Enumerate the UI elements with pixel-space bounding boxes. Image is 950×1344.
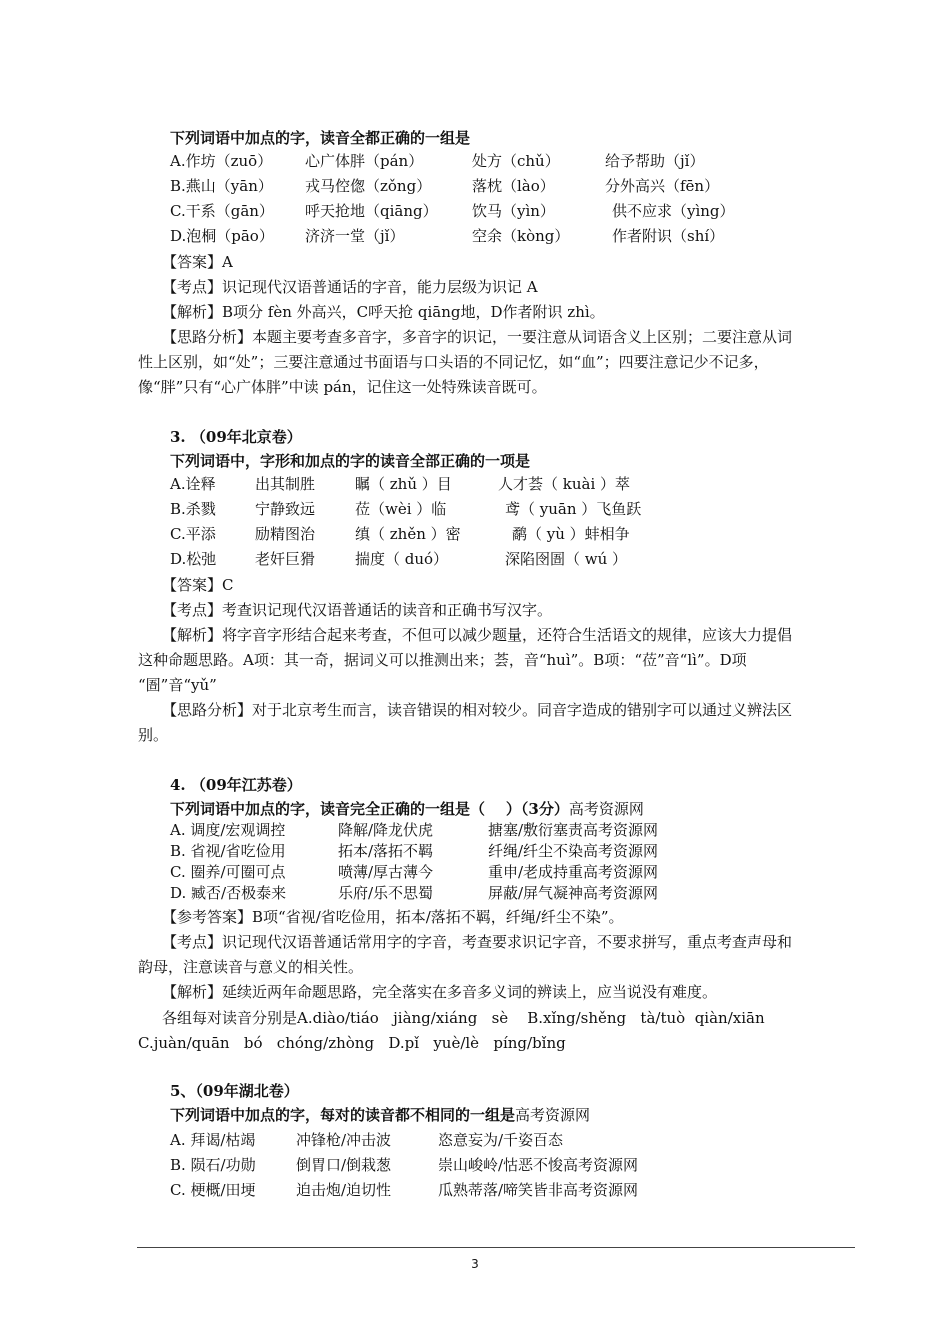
q3-c-2: 励精图治 (255, 525, 316, 543)
q3-c-1: C.平添 (170, 525, 216, 543)
q3-thinking-1: 【思路分析】对于北京考生而言，读音错误的相对较少。同音字造成的错别字可以通过义辨法区 (162, 701, 793, 719)
q4-b-2: 拓本/落拓不羁 (338, 842, 434, 860)
q2-a-2: 心广体胖（pán） (305, 152, 424, 170)
q2-b-1: B.燕山（yān） (170, 177, 273, 195)
q4-d-2: 乐府/乐不思蜀 (338, 884, 434, 902)
q4-a-1: A. 调度/宏观调控 (170, 821, 286, 839)
q3-analysis-1: 【解析】将字音字形结合起来考查，不但可以减少题量，还符合生活语文的规律，应该大力提倡 (162, 626, 793, 644)
q2-d-3: 空余（kòng） (472, 227, 570, 245)
q5-b-2: 倒胃口/倒栽葱 (296, 1156, 392, 1174)
footer-divider (137, 1247, 855, 1248)
q3-thinking-2: 别。 (138, 726, 169, 744)
q4-stem-line (170, 799, 644, 819)
q2-stem: 下列词语中加点的字，读音全都正确的一组是 (170, 129, 471, 147)
q4-stem: 下列词语中加点的字，读音完全正确的一组是（ ）（3分） (170, 800, 569, 818)
q3-answer: 【答案】C (162, 576, 234, 594)
q5-heading: 5、（09年湖北卷） (170, 1082, 299, 1100)
q3-a-2: 出其制胜 (255, 475, 316, 493)
q4-stem-tail: 高考资源网 (568, 800, 644, 818)
q3-d-4: 深陷囹圄（ wú ） (505, 550, 628, 568)
q3-c-4: 鹬（ yù ）蚌相争 (512, 525, 630, 543)
q5-a-3: 恣意妄为/千姿百态 (438, 1131, 564, 1149)
q2-b-4: 分外高兴（fēn） (605, 177, 720, 195)
page-number: 3 (471, 1257, 479, 1271)
q5-c-2: 迫击炮/迫切性 (296, 1181, 392, 1199)
q5-c-1: C. 梗概/田埂 (170, 1181, 256, 1199)
q4-b-1: B. 省视/省吃俭用 (170, 842, 286, 860)
q4-c-1: C. 圈养/可圈可点 (170, 863, 286, 881)
q4-answer: 【参考答案】B项“省视/省吃俭用，拓本/落拓不羁，纤绳/纤尘不染”。 (162, 908, 624, 926)
q2-thinking-2: 性上区别，如“处”；三要注意通过书面语与口头语的不同记忆，如“血”；四要注意记少不记多， (138, 353, 769, 371)
q3-stem: 下列词语中，字形和加点的字的读音全部正确的一项是 (170, 452, 531, 470)
q4-a-3: 搪塞/敷衍塞责高考资源网 (488, 821, 659, 839)
q5-a-2: 冲锋枪/冲击波 (296, 1131, 392, 1149)
q2-d-2: 济济一堂（jǐ） (305, 227, 405, 245)
q2-a-1: A.作坊（zuō） (170, 152, 273, 170)
q3-d-2: 老奸巨猾 (255, 550, 316, 568)
q2-analysis: 【解析】B项分 fèn 外高兴，C呼天抢 qiāng地，D作者附识 zhì。 (162, 303, 605, 321)
q4-readings-1: 各组每对读音分别是A.diào/tiáo jiàng/xiáng sè B.xǐng/shěng tà/tuò qiàn/xiān (162, 1009, 765, 1027)
q2-c-3: 饮马（yìn） (472, 202, 555, 220)
q2-c-1: C.干系（gān） (170, 202, 274, 220)
q3-heading: 3. （09年北京卷） (170, 428, 302, 446)
q2-c-2: 呼天抢地（qiāng） (305, 202, 438, 220)
q4-point-1: 【考点】识记现代汉语普通话常用字的字音，考查要求识记字音，不要求拼写，重点考查声母和 (162, 933, 793, 951)
q3-a-1: A.诠释 (170, 475, 216, 493)
q2-b-3: 落枕（lào） (472, 177, 555, 195)
q3-d-1: D.松弛 (170, 550, 217, 568)
q2-c-4: 供不应求（yìng） (612, 202, 735, 220)
q2-thinking-3: 像“胖”只有“心广体胖”中读 pán，记住这一处特殊读音既可。 (138, 378, 547, 396)
q2-a-4: 给予帮助（jǐ） (605, 152, 705, 170)
q3-b-4: 鸢（ yuān ）飞鱼跃 (505, 500, 642, 518)
q2-d-4: 作者附识（shí） (612, 227, 725, 245)
q4-heading: 4. （09年江苏卷） (170, 776, 302, 794)
q4-c-2: 喷薄/厚古薄今 (338, 863, 434, 881)
q5-b-1: B. 陨石/功勋 (170, 1156, 256, 1174)
q5-stem-tail: 高考资源网 (515, 1106, 591, 1124)
q3-analysis-2: 这种命题思路。A项：其一奇，据词义可以推测出来；荟，音“huì”。B项：“莅”音“lì”。D项 (138, 651, 747, 669)
q5-stem-line (170, 1105, 590, 1125)
q3-b-3: 莅（wèi ）临 (355, 500, 447, 518)
q3-c-3: 缜（ zhěn ）密 (355, 525, 461, 543)
q5-stem: 下列词语中加点的字，每对的读音都不相同的一组是 (170, 1106, 516, 1124)
q2-d-1: D.泡桐（pāo） (170, 227, 274, 245)
q4-c-3: 重申/老成持重高考资源网 (488, 863, 659, 881)
q2-answer: 【答案】A (162, 253, 233, 271)
q2-point: 【考点】识记现代汉语普通话的字音，能力层级为识记 A (162, 278, 538, 296)
q3-analysis-3: “圄”音“yǔ” (138, 676, 217, 694)
q3-b-1: B.杀戮 (170, 500, 216, 518)
q3-a-4: 人才荟（ kuài ）萃 (498, 475, 631, 493)
q5-b-3: 崇山峻岭/怙恶不悛高考资源网 (438, 1156, 639, 1174)
q5-a-1: A. 拜谒/枯竭 (170, 1131, 256, 1149)
q4-analysis: 【解析】延续近两年命题思路，完全落实在多音多义词的辨读上，应当说没有难度。 (162, 983, 718, 1001)
q5-c-3: 瓜熟蒂落/啼笑皆非高考资源网 (438, 1181, 639, 1199)
q4-readings-2: C.juàn/quān bó chóng/zhòng D.pǐ yuè/lè píng/bǐng (138, 1034, 566, 1052)
q4-point-2: 韵母，注意读音与意义的相关性。 (138, 958, 364, 976)
q4-d-1: D. 臧否/否极泰来 (170, 884, 287, 902)
q4-a-2: 降解/降龙伏虎 (338, 821, 434, 839)
q3-a-3: 瞩（ zhǔ ）目 (355, 475, 452, 493)
q2-a-3: 处方（chǔ） (472, 152, 560, 170)
q3-d-3: 揣度（ duó） (355, 550, 449, 568)
q3-point: 【考点】考查识记现代汉语普通话的读音和正确书写汉字。 (162, 601, 553, 619)
q4-d-3: 屏蔽/屏气凝神高考资源网 (488, 884, 659, 902)
q2-b-2: 戎马倥偬（zǒng） (305, 177, 432, 195)
q4-b-3: 纤绳/纤尘不染高考资源网 (488, 842, 659, 860)
q2-thinking-1: 【思路分析】本题主要考查多音字，多音字的识记，一要注意从词语含义上区别；二要注意从词 (162, 328, 793, 346)
q3-b-2: 宁静致远 (255, 500, 316, 518)
